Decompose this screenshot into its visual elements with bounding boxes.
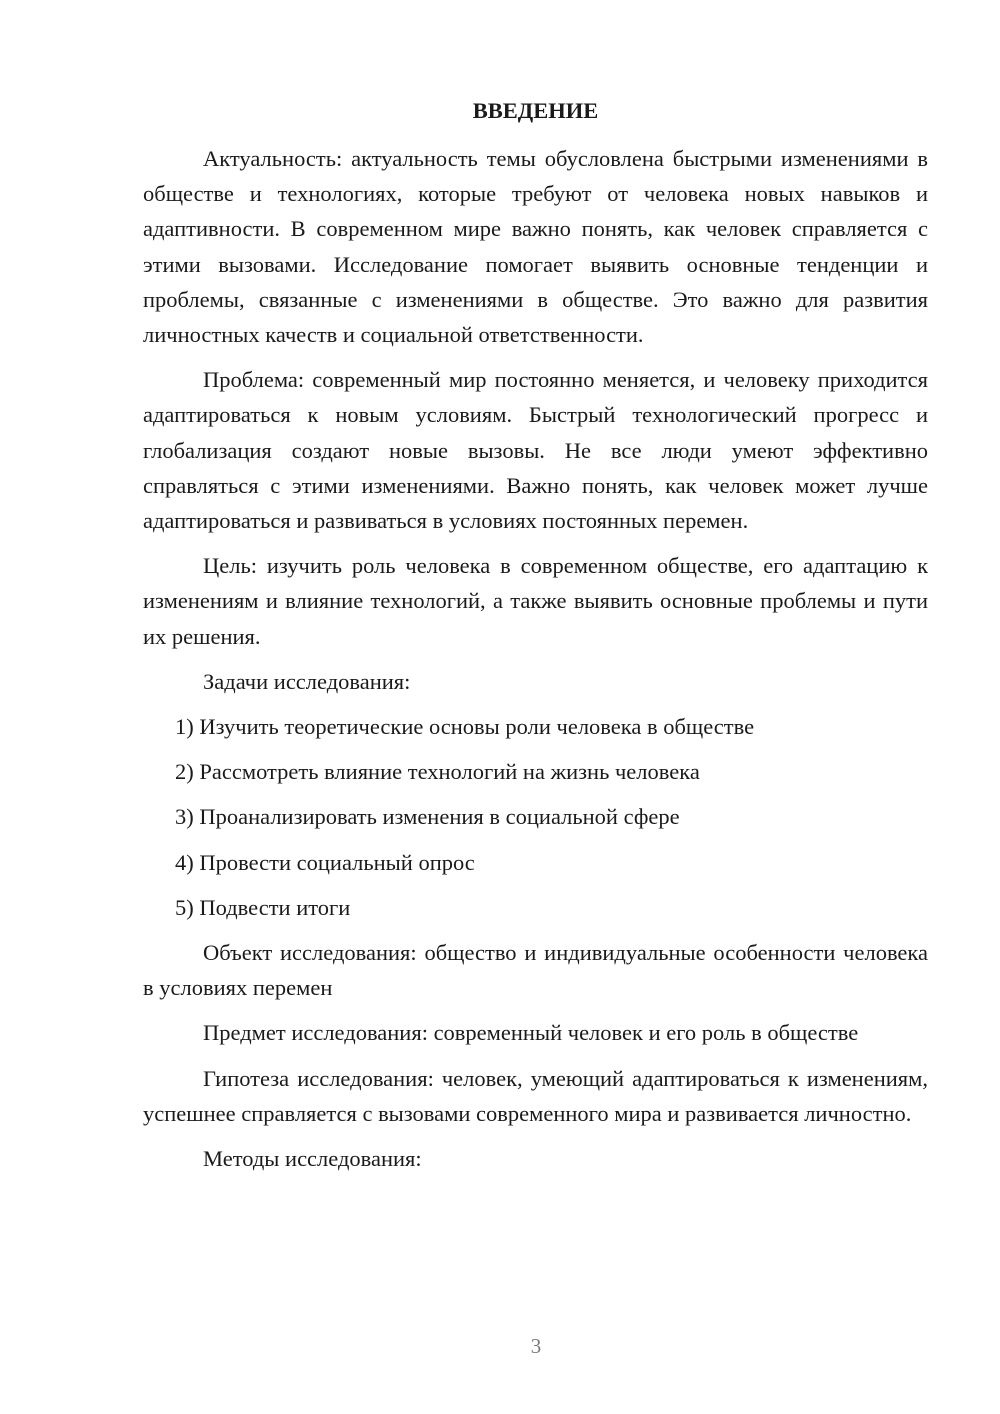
relevance-paragraph: Актуальность: актуальность темы обусловлена быстрыми изменениями в обществе и технологиях, которые требуют от человека новых навыков и адаптивности. В современном мире важно понять, как человек справляется с этими вызовами. Исследование помогает выявить основные тенденции и проблемы, связанные с изменениями в обществе. Это важно для развития личностных качеств и социальной ответственности. — [143, 146, 928, 348]
section-heading: ВВЕДЕНИЕ — [472, 98, 599, 123]
problem-paragraph: Проблема: современный мир постоянно меняется, и человеку приходится адаптироваться к новым условиям. Быстрый технологический прогресс и глобализация создают новые вызовы. Не все люди умеют эффективно справляться с этими изменениями. Важно понять, как человек может лучше адаптироваться и развиваться в условиях постоянных перемен. — [143, 367, 928, 534]
methods-title: Методы исследования: — [203, 1146, 422, 1172]
hypothesis-paragraph: Гипотеза исследования: человек, умеющий адаптироваться к изменениям, успешнее справляется с вызовами современного мира и развивается личностно. — [143, 1065, 928, 1126]
tasks-list — [143, 709, 928, 925]
list-item: 1) Изучить теоретические основы роли человека в обществе — [175, 714, 755, 740]
list-item: 3) Проанализировать изменения в социальной сфере — [175, 804, 680, 830]
tasks-title: Задачи исследования: — [203, 668, 411, 694]
document-body — [143, 94, 928, 1186]
object-paragraph: Объект исследования: общество и индивидуальные особенности человека в условиях перемен — [143, 940, 928, 1001]
page-number: 3 — [530, 1334, 542, 1358]
list-item: 4) Провести социальный опрос — [175, 849, 475, 875]
list-item: 2) Рассмотреть влияние технологий на жизнь человека — [175, 759, 700, 785]
goal-paragraph: Цель: изучить роль человека в современном обществе, его адаптацию к изменениям и влияние технологий, а также выявить основные проблемы и пути их решения. — [143, 553, 928, 649]
subject-paragraph: Предмет исследования: современный человек и его роль в обществе — [203, 1020, 859, 1046]
list-item: 5) Подвести итоги — [175, 894, 351, 920]
